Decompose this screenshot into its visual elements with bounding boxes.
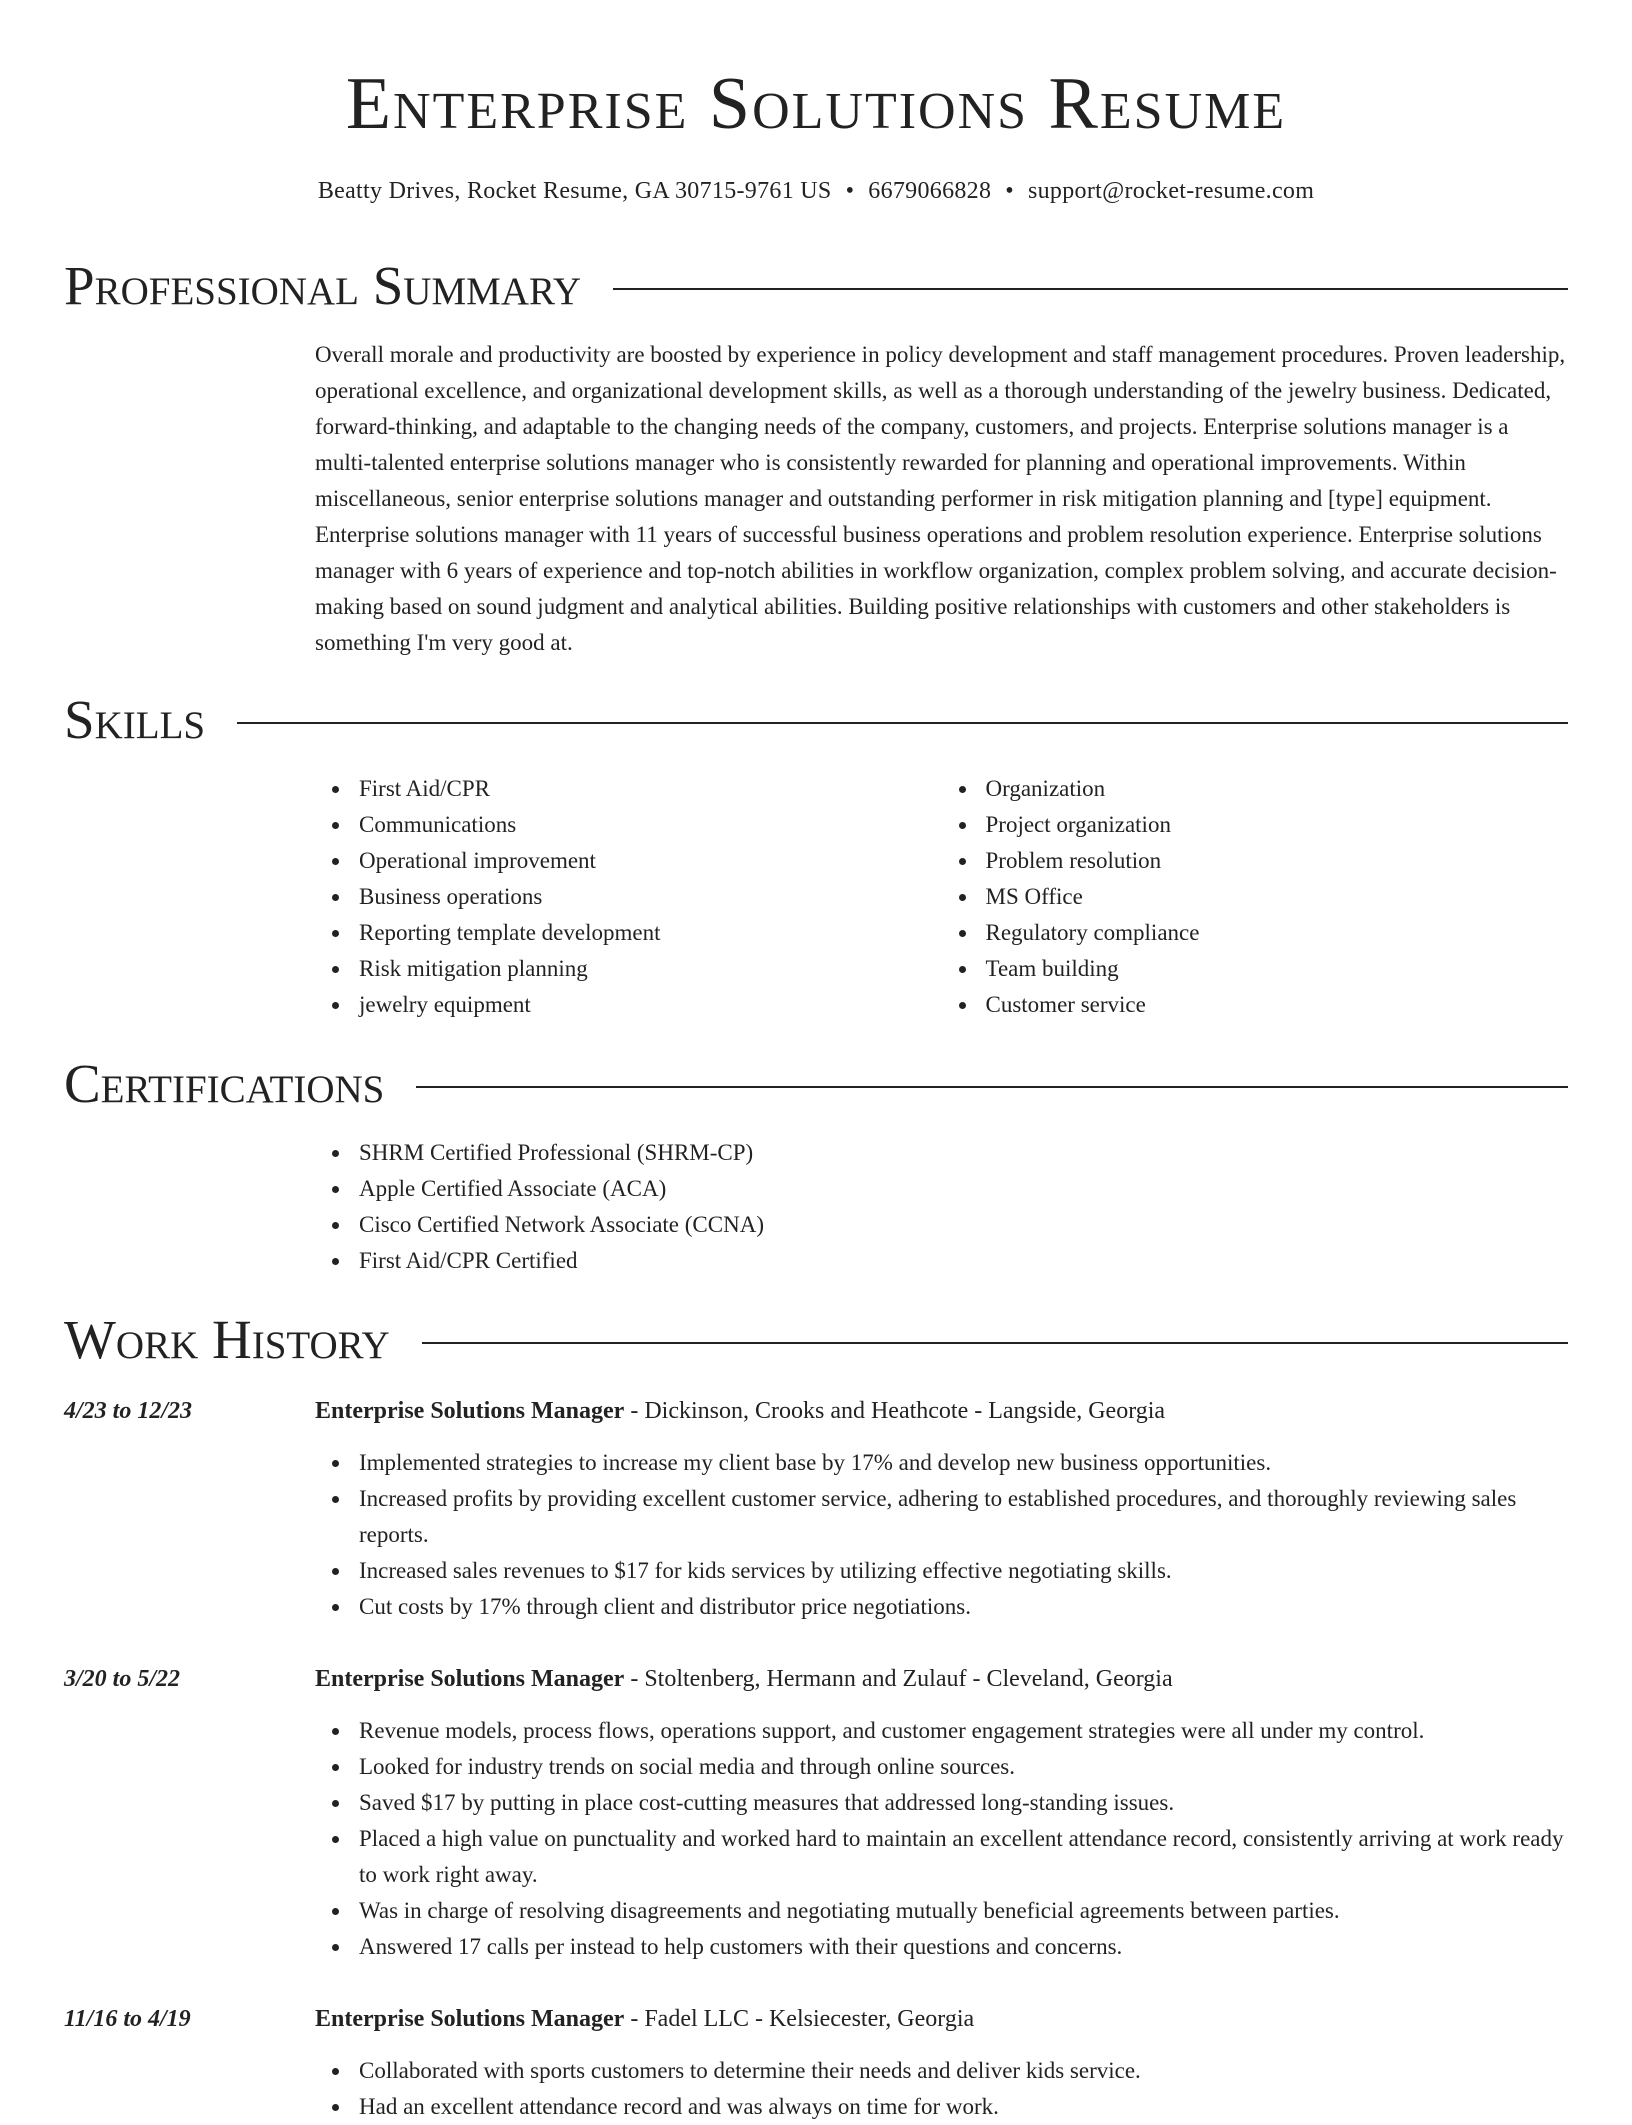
section-divider (422, 1342, 1568, 1344)
section-divider (416, 1086, 1568, 1088)
contact-separator: • (845, 178, 855, 204)
skill-item: Operational improvement (359, 843, 942, 879)
work-history-section-header (64, 1308, 1568, 1372)
job-bullet: Looked for industry trends on social media and through online sources. (359, 1749, 1568, 1785)
skill-item: Risk mitigation planning (359, 951, 942, 987)
certifications-body (315, 1135, 1568, 1279)
skills-column-left (315, 771, 942, 1023)
skill-item: Team building (986, 951, 1569, 987)
section-divider (237, 722, 1568, 724)
skill-item: Regulatory compliance (986, 915, 1569, 951)
job-title: Enterprise Solutions Manager (315, 1666, 625, 1692)
skills-heading: Skills (64, 689, 206, 750)
job-bullet: Was in charge of resolving disagreements and negotiating mutually beneficial agreements between parties. (359, 1893, 1568, 1929)
job-employer: - Fadel LLC - Kelsiecester, Georgia (624, 2006, 975, 2032)
summary-section-header (64, 254, 1568, 318)
contact-email: support@rocket-resume.com (1027, 178, 1315, 204)
job-title: Enterprise Solutions Manager (315, 1398, 625, 1424)
job-bullet: Placed a high value on punctuality and worked hard to maintain an excellent attendance record, consistently arriving at work ready to work right away. (359, 1821, 1568, 1893)
job-dates: 11/16 to 4/19 (64, 2006, 191, 2032)
skill-item: Problem resolution (986, 843, 1569, 879)
certification-item: SHRM Certified Professional (SHRM-CP) (359, 1135, 1568, 1171)
job-heading (315, 2001, 974, 2037)
job-dates: 4/23 to 12/23 (64, 1398, 193, 1424)
summary-text: Overall morale and productivity are boosted by experience in policy development and staff management procedures. Proven leadership, operational excellence, and organizational development skills, as well as a thorough understanding of the jewelry business. Dedicated, forward-thinking, and adaptable to the changing needs of the company, customers, and projects. Enterprise solutions manager is a multi-talented enterprise solutions manager who is consistently rewarded for planning and operational improvements. Within miscellaneous, senior enterprise solutions manager and outstanding performer in risk mitigation planning and [type] equipment. Enterprise solutions manager with 11 years of successful business operations and problem resolution experience. Enterprise solutions manager with 6 years of experience and top-notch abilities in workflow organization, complex problem solving, and accurate decision-making based on sound judgment and analytical abilities. Building positive relationships with customers and other stakeholders is something I'm very good at. (315, 342, 1566, 655)
certifications-list (315, 1135, 1568, 1279)
job-bullets (315, 1445, 1568, 1625)
job-dates: 3/20 to 5/22 (64, 1666, 181, 1692)
section-divider (613, 288, 1568, 290)
job-employer: - Dickinson, Crooks and Heathcote - Langside, Georgia (624, 1398, 1166, 1424)
job-employer: - Stoltenberg, Hermann and Zulauf - Cleveland, Georgia (624, 1666, 1173, 1692)
skills-section-header (64, 688, 1568, 752)
skill-item: Customer service (986, 987, 1569, 1023)
job-bullet: Saved $17 by putting in place cost-cutting measures that addressed long-standing issues. (359, 1785, 1568, 1821)
job-bullet: Increased profits by providing excellent customer service, adhering to established procedures, and thoroughly reviewing sales reports. (359, 1481, 1568, 1553)
skill-item: jewelry equipment (359, 987, 942, 1023)
certifications-section-header (64, 1052, 1568, 1116)
skills-list (315, 771, 1568, 1023)
skill-item: First Aid/CPR (359, 771, 942, 807)
job-bullet: Collaborated with sports customers to determine their needs and deliver kids service. (359, 2053, 1568, 2089)
job-bullet: Increased sales revenues to $17 for kids services by utilizing effective negotiating skills. (359, 1553, 1568, 1589)
work-history-heading: Work History (64, 1309, 390, 1370)
skill-item: Organization (986, 771, 1569, 807)
job-heading (315, 1393, 1165, 1429)
certification-item: First Aid/CPR Certified (359, 1243, 1568, 1279)
contact-line (0, 174, 1632, 208)
job-bullet: Answered 17 calls per instead to help customers with their questions and concerns. (359, 1929, 1568, 1965)
job-title: Enterprise Solutions Manager (315, 2006, 625, 2032)
skill-item: Business operations (359, 879, 942, 915)
skill-item: Communications (359, 807, 942, 843)
certifications-heading: Certifications (64, 1053, 385, 1114)
job-bullet: Implemented strategies to increase my client base by 17% and develop new business opportunities. (359, 1445, 1568, 1481)
summary-heading: Professional Summary (64, 255, 582, 316)
skill-item: Reporting template development (359, 915, 942, 951)
job-bullet: Cut costs by 17% through client and distributor price negotiations. (359, 1589, 1568, 1625)
certification-item: Apple Certified Associate (ACA) (359, 1171, 1568, 1207)
skills-column-right (942, 771, 1569, 1023)
job-bullet: Had an excellent attendance record and was always on time for work. (359, 2089, 1568, 2125)
job-heading (315, 1661, 1173, 1697)
contact-phone: 6679066828 (868, 178, 992, 204)
certification-item: Cisco Certified Network Associate (CCNA) (359, 1207, 1568, 1243)
resume-name: Enterprise Solutions Resume (345, 63, 1287, 145)
contact-separator: • (1005, 178, 1014, 204)
job-bullet: Revenue models, process flows, operations support, and customer engagement strategies were all under my control. (359, 1713, 1568, 1749)
skill-item: Project organization (986, 807, 1569, 843)
job-bullets (315, 1713, 1568, 1965)
contact-address: Beatty Drives, Rocket Resume, GA 30715-9761 US (317, 178, 832, 204)
job-bullets (315, 2053, 1568, 2125)
skill-item: MS Office (986, 879, 1569, 915)
summary-body (315, 337, 1568, 661)
